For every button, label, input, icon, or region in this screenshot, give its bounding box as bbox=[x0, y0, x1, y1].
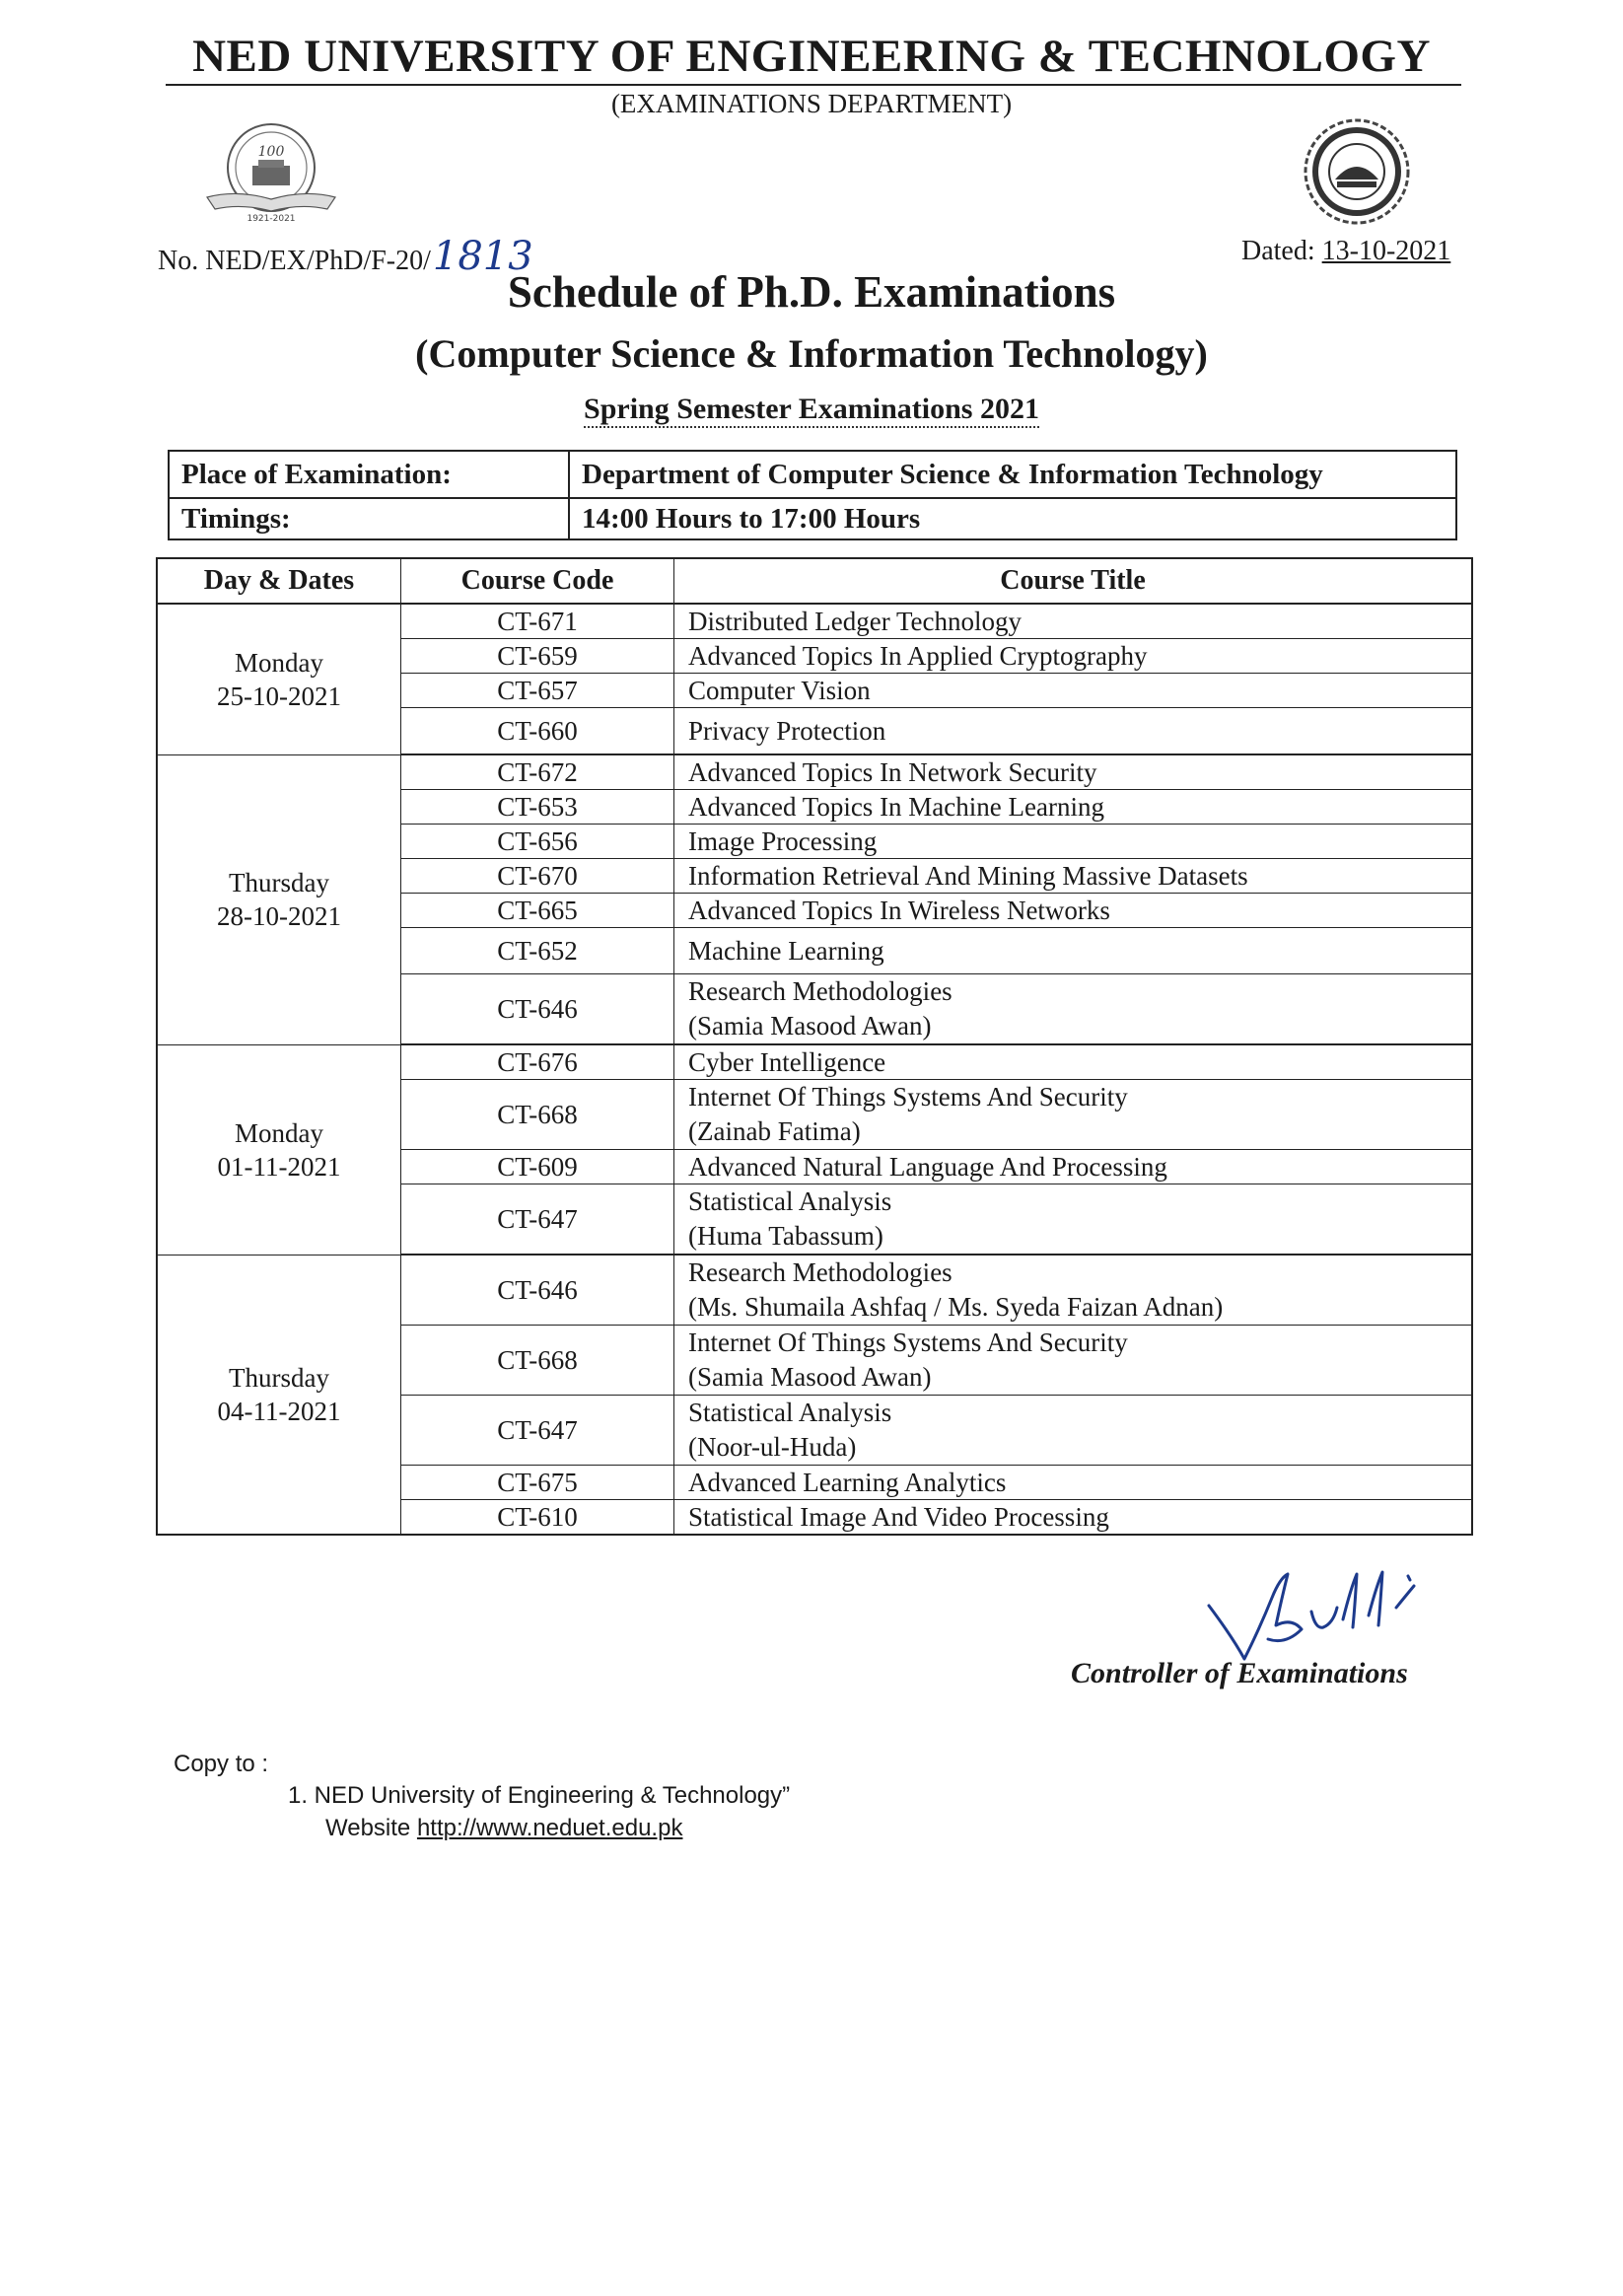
course-code: CT-659 bbox=[401, 639, 674, 674]
course-title: Image Processing bbox=[674, 825, 1473, 859]
header-course-title: Course Title bbox=[674, 558, 1473, 604]
course-title: Internet Of Things Systems And Security bbox=[688, 1327, 1128, 1357]
title-underline bbox=[166, 84, 1461, 86]
course-title: Information Retrieval And Mining Massive Datasets bbox=[674, 859, 1473, 894]
date-line bbox=[1241, 236, 1450, 267]
day-cell bbox=[157, 604, 401, 754]
course-code: CT-646 bbox=[401, 1255, 674, 1326]
day-cell bbox=[157, 1255, 401, 1535]
timings-label: Timings: bbox=[169, 498, 569, 539]
day-date: 28-10-2021 bbox=[217, 901, 341, 931]
day-cell bbox=[157, 754, 401, 1044]
course-code: CT-609 bbox=[401, 1150, 674, 1184]
university-name: NED UNIVERSITY OF ENGINEERING & TECHNOLOGY bbox=[192, 31, 1431, 82]
course-code: CT-675 bbox=[401, 1466, 674, 1500]
course-code: CT-672 bbox=[401, 754, 674, 790]
table-row bbox=[157, 1255, 1472, 1326]
day-date: 04-11-2021 bbox=[217, 1396, 341, 1426]
course-code: CT-647 bbox=[401, 1396, 674, 1466]
header-course-code: Course Code bbox=[401, 558, 674, 604]
course-instructor: (Huma Tabassum) bbox=[688, 1221, 883, 1251]
exam-schedule-table bbox=[156, 557, 1473, 1536]
course-title: Internet Of Things Systems And Security bbox=[688, 1082, 1128, 1112]
course-title: Research Methodologies bbox=[688, 1257, 953, 1287]
course-instructor: (Ms. Shumaila Ashfaq / Ms. Syeda Faizan Adnan) bbox=[688, 1292, 1224, 1322]
course-instructor: (Samia Masood Awan) bbox=[688, 1362, 932, 1392]
day-name: Monday bbox=[235, 647, 323, 678]
dated-value: 13-10-2021 bbox=[1321, 236, 1451, 266]
copy-to-website bbox=[325, 1815, 682, 1842]
course-code: CT-676 bbox=[401, 1044, 674, 1080]
course-code: CT-657 bbox=[401, 674, 674, 708]
course-title-cell bbox=[674, 1396, 1473, 1466]
course-title: Advanced Topics In Network Security bbox=[674, 754, 1473, 790]
course-code: CT-653 bbox=[401, 790, 674, 825]
copy-to-item: 1. NED University of Engineering & Technology” bbox=[288, 1782, 791, 1809]
timings-value: 14:00 Hours to 17:00 Hours bbox=[569, 498, 1456, 539]
university-emblem-icon bbox=[1292, 116, 1422, 227]
day-date: 25-10-2021 bbox=[217, 681, 341, 711]
course-title-cell bbox=[674, 1326, 1473, 1396]
course-title: Computer Vision bbox=[674, 674, 1473, 708]
course-title: Statistical Image And Video Processing bbox=[674, 1500, 1473, 1536]
course-title-cell bbox=[674, 1255, 1473, 1326]
course-code: CT-670 bbox=[401, 859, 674, 894]
day-date: 01-11-2021 bbox=[217, 1151, 341, 1182]
place-value: Department of Computer Science & Information Technology bbox=[569, 451, 1456, 498]
exam-info-table bbox=[168, 450, 1457, 540]
schedule-subtitle: (Computer Science & Information Technology) bbox=[415, 331, 1208, 376]
course-title-cell bbox=[674, 1184, 1473, 1256]
day-name: Thursday bbox=[229, 1362, 329, 1393]
semester-heading-text: Spring Semester Examinations 2021 bbox=[584, 393, 1039, 428]
table-row bbox=[157, 1044, 1472, 1080]
seal-years: 1921-2021 bbox=[247, 214, 296, 224]
course-title: Cyber Intelligence bbox=[674, 1044, 1473, 1080]
schedule-title: Schedule of Ph.D. Examinations bbox=[507, 267, 1116, 317]
course-title-cell bbox=[674, 974, 1473, 1045]
course-code: CT-660 bbox=[401, 708, 674, 755]
place-label: Place of Examination: bbox=[169, 451, 569, 498]
reference-number-handwritten: 1813 bbox=[432, 234, 533, 279]
course-title: Research Methodologies bbox=[688, 976, 953, 1006]
reference-number-printed: No. NED/EX/PhD/F-20/ bbox=[158, 246, 431, 276]
semester-heading bbox=[0, 393, 1623, 426]
course-code: CT-646 bbox=[401, 974, 674, 1045]
course-title: Privacy Protection bbox=[674, 708, 1473, 755]
course-title: Statistical Analysis bbox=[688, 1398, 892, 1427]
table-row bbox=[157, 754, 1472, 790]
seal-number: 100 bbox=[257, 144, 285, 160]
course-code: CT-668 bbox=[401, 1080, 674, 1150]
course-code: CT-652 bbox=[401, 928, 674, 974]
controller-signature-icon bbox=[1203, 1568, 1459, 1662]
website-label: Website bbox=[325, 1815, 411, 1841]
copy-to-label: Copy to : bbox=[174, 1751, 269, 1777]
course-instructor: (Samia Masood Awan) bbox=[688, 1011, 932, 1040]
header-day-dates: Day & Dates bbox=[157, 558, 401, 604]
course-title: Machine Learning bbox=[674, 928, 1473, 974]
course-title: Advanced Topics In Applied Cryptography bbox=[674, 639, 1473, 674]
course-code: CT-665 bbox=[401, 894, 674, 928]
course-code: CT-610 bbox=[401, 1500, 674, 1536]
course-title: Advanced Topics In Machine Learning bbox=[674, 790, 1473, 825]
course-code: CT-668 bbox=[401, 1326, 674, 1396]
course-title: Statistical Analysis bbox=[688, 1186, 892, 1216]
signatory-title: Controller of Examinations bbox=[1071, 1657, 1408, 1689]
course-code: CT-656 bbox=[401, 825, 674, 859]
day-cell bbox=[157, 1044, 401, 1255]
course-title: Distributed Ledger Technology bbox=[674, 604, 1473, 639]
course-instructor: (Zainab Fatima) bbox=[688, 1116, 861, 1146]
day-name: Thursday bbox=[229, 868, 329, 897]
course-title-cell bbox=[674, 1080, 1473, 1150]
course-title: Advanced Learning Analytics bbox=[674, 1466, 1473, 1500]
course-title: Advanced Topics In Wireless Networks bbox=[674, 894, 1473, 928]
course-title: Advanced Natural Language And Processing bbox=[674, 1150, 1473, 1184]
course-code: CT-647 bbox=[401, 1184, 674, 1256]
table-header-row bbox=[157, 558, 1472, 604]
dated-label: Dated: bbox=[1241, 236, 1315, 266]
course-instructor: (Noor-ul-Huda) bbox=[688, 1432, 857, 1462]
centenary-seal-icon bbox=[197, 120, 345, 224]
day-name: Monday bbox=[235, 1117, 323, 1148]
table-row bbox=[157, 604, 1472, 639]
course-code: CT-671 bbox=[401, 604, 674, 639]
website-link[interactable]: http://www.neduet.edu.pk bbox=[416, 1815, 683, 1841]
department-name: (EXAMINATIONS DEPARTMENT) bbox=[610, 89, 1013, 118]
